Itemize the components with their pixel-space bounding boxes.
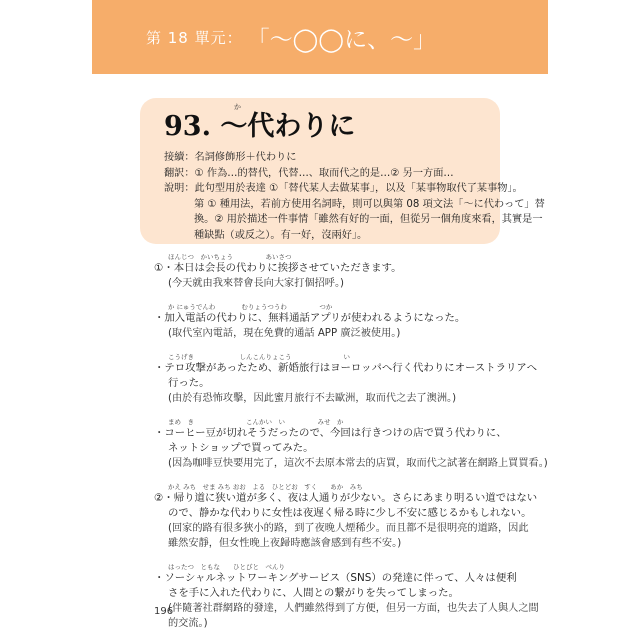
unit-banner xyxy=(92,0,548,74)
japanese-sentence: ・加入電話の代わりに、無料通話アプリが使われるようになった。 xyxy=(154,312,466,324)
chinese-translation: (取代室內電話，現在免費的通話 APP 廣泛被使用。) xyxy=(168,328,401,339)
explanation-line: 換。② 用於描述一件事情「雖然有好的一面，但從另一個角度來看，其實是一 xyxy=(194,214,543,225)
translation-line: 翻訳：① 作為…的替代，代替…、取而代之的是…② 另一方面… xyxy=(164,167,454,179)
example-list xyxy=(154,253,548,643)
japanese-sentence: ①・本日は会長の代わりに挨拶させていただきます。 xyxy=(154,262,402,274)
chinese-translation: 的交流。) xyxy=(168,618,208,629)
chinese-translation: 雖然安靜，但女性晚上夜歸時應該會感到有些不安。) xyxy=(168,538,402,549)
title-ruby: か xyxy=(234,103,241,111)
chinese-translation: (伴隨著社群網路的發達，人們雖然得到了方便，但另一方面，也失去了人與人之間 xyxy=(168,603,539,614)
example-item xyxy=(154,253,534,291)
grammar-info xyxy=(164,150,545,243)
page-number: 196 xyxy=(154,606,174,617)
example-item xyxy=(154,303,534,341)
explanation-line: 種缺點（或反之）。有一好，沒兩好」。 xyxy=(194,229,368,241)
example-item xyxy=(154,353,537,406)
example-item xyxy=(154,563,539,631)
unit-label: 第 18 單元： xyxy=(146,28,243,47)
japanese-sentence: ・テロ攻撃があったため、新婚旅行はヨーロッパへ行く代わりにオーストラリアへ xyxy=(154,362,537,374)
explanation-line: 第 ① 種用法，若前方使用名詞時，則可以與第 08 項文法「～に代わって」替 xyxy=(194,198,545,210)
explanation-line: 說明：此句型用於表達 ①「替代某人去做某事」，以及「某事物取代了某事物」。 xyxy=(164,183,523,194)
furigana-line: かえ みち せま みち おお よる ひとどお すく あか みち xyxy=(168,483,363,491)
chinese-translation: (回家的路有很多狹小的路，到了夜晚人煙稀少。而且都不是很明亮的道路，因此 xyxy=(168,523,529,534)
book-page xyxy=(92,0,548,640)
example-item xyxy=(154,483,538,551)
japanese-sentence: ネットショップで買ってみた。 xyxy=(168,442,314,454)
japanese-sentence: さを手に入れた代わりに、人間との繋がりを失ってしまった。 xyxy=(168,587,459,599)
japanese-sentence: ・ソーシャルネットワーキングサービス（SNS）の発達に伴って、人々は便利 xyxy=(154,572,517,584)
furigana-line: まめ き こんかい い みせ か xyxy=(168,418,344,426)
lesson-title: 93. ～代わりに xyxy=(164,111,356,142)
example-item xyxy=(154,418,548,471)
furigana-line: か にゅうでんわ むりょうつうわ つか xyxy=(168,303,333,311)
japanese-sentence: ②・帰り道に狭い道が多く、夜は人通りが少ない。さらにあまり明るい道ではない xyxy=(154,492,538,504)
japanese-sentence: ・コーヒー豆が切れそうだったので、今回は行きつけの店で買う代わりに、 xyxy=(154,427,507,439)
grammar-card xyxy=(140,98,545,244)
connection-line: 接續：名詞修飾形＋代わりに xyxy=(164,152,297,163)
japanese-sentence: ので、静かな代わりに女性は夜遅く帰る時に少し不安に感じるかもしれない。 xyxy=(168,507,532,519)
chinese-translation: (由於有恐怖攻擊，因此蜜月旅行不去歐洲，取而代之去了澳洲。) xyxy=(168,393,457,404)
furigana-line: ほんじつ かいちょう あいさつ xyxy=(168,253,292,261)
unit-title: 「～◯◯に、～」 xyxy=(246,26,437,53)
japanese-sentence: 行った。 xyxy=(168,377,210,389)
chinese-translation: (今天就由我來替會長向大家打個招呼。) xyxy=(168,278,345,289)
chinese-translation: (因為咖啡豆快要用完了，這次不去原本常去的店買，取而代之試著在網路上買買看。) xyxy=(168,458,548,469)
furigana-line: こうげき しんこんりょこう い xyxy=(168,353,350,361)
furigana-line: はったつ ともな ひとびと べんり xyxy=(168,563,285,571)
